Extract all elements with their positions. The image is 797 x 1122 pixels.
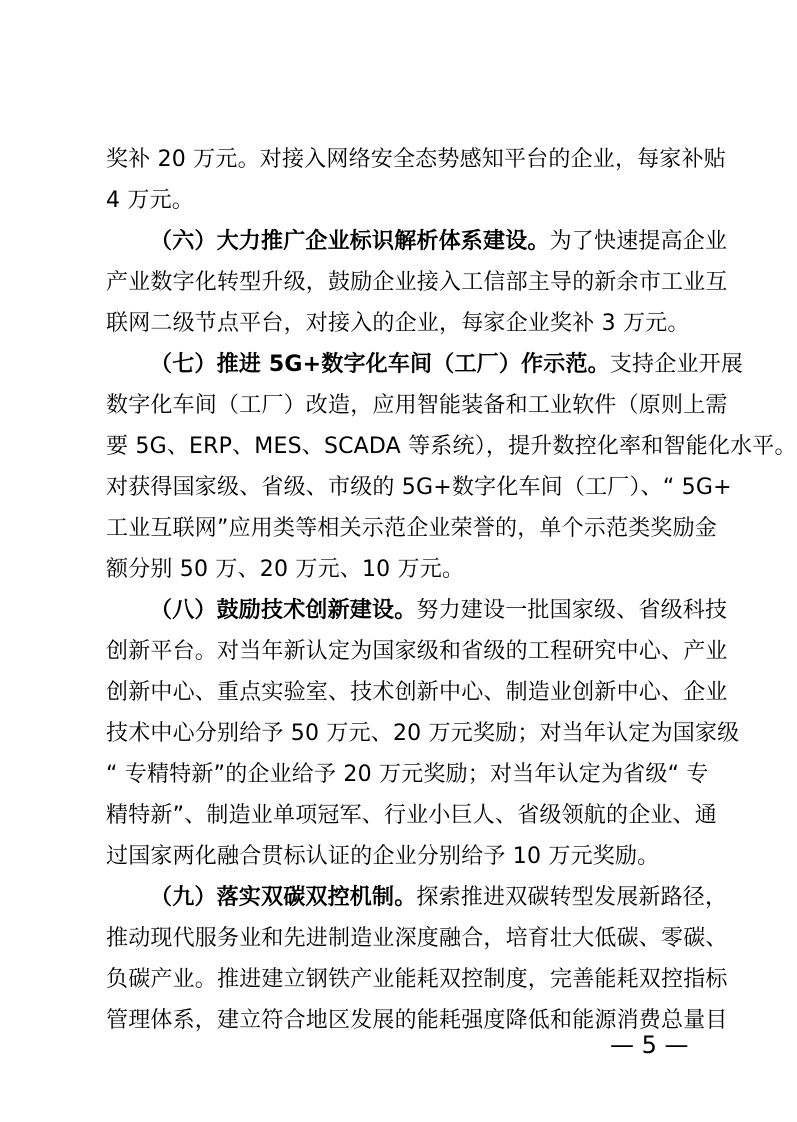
text-line: 数字化车间（工厂）改造，应用智能装备和工业软件（原则上需 — [106, 393, 728, 418]
text-line: 负碳产业。推进建立钢铁产业能耗双控制度，完善能耗双控指标 — [106, 967, 728, 992]
text-line: 推动现代服务业和先进制造业深度融合，培育壮大低碳、零碳、 — [106, 926, 728, 951]
text-line: 奖补 20 万元。对接入网络安全态势感知平台的企业，每家补贴 — [106, 147, 726, 172]
text-line: 创新平台。对当年新认定为国家级和省级的工程研究中心、产业 — [106, 639, 728, 664]
text-line: 对获得国家级、省级、市级的 5G+数字化车间（工厂）、“ 5G+ — [106, 475, 732, 500]
text-line: 工业互联网”应用类等相关示范企业荣誉的，单个示范类奖励金 — [106, 516, 717, 541]
section-heading: （九）落实双碳双控机制。 — [150, 885, 417, 910]
section-heading: （七）推进 5G+数字化车间（工厂）作示范。 — [150, 352, 610, 377]
text-line: 精特新”、制造业单项冠军、行业小巨人、省级领航的企业、通 — [106, 803, 717, 828]
text-line: 创新中心、重点实验室、技术创新中心、制造业创新中心、企业 — [106, 680, 728, 705]
text-line: 产业数字化转型升级，鼓励企业接入工信部主导的新余市工业互 — [106, 270, 728, 295]
section-heading-line — [150, 883, 728, 913]
section-heading-line — [150, 596, 728, 626]
text-line: 额分别 50 万、20 万元、10 万元。 — [106, 557, 465, 582]
section-text: 支持企业开展 — [609, 352, 744, 377]
text-line: “ 专精特新”的企业给予 20 万元奖励；对当年认定为省级“ 专 — [106, 762, 709, 787]
section-heading: （八）鼓励技术创新建设。 — [150, 598, 417, 623]
text-line: 过国家两化融合贯标认证的企业分别给予 10 万元奖励。 — [106, 844, 660, 869]
text-line: 管理体系，建立符合地区发展的能耗强度降低和能源消费总量目 — [106, 1008, 728, 1033]
section-heading-line — [150, 227, 728, 257]
text-line: 4 万元。 — [106, 188, 194, 213]
text-line: 联网二级节点平台，对接入的企业，每家企业奖补 3 万元。 — [106, 311, 690, 336]
section-heading: （六）大力推广企业标识解析体系建设。 — [150, 229, 550, 254]
text-line: 要 5G、ERP、MES、SCADA 等系统），提升数控化率和智能化水平。 — [106, 434, 797, 459]
section-heading-line — [150, 350, 744, 380]
page-number: — 5 — — [610, 1031, 689, 1059]
section-text: 探索推进双碳转型发展新路径， — [416, 885, 728, 910]
text-line: 技术中心分别给予 50 万元、20 万元奖励；对当年认定为国家级 — [106, 721, 740, 746]
section-text: 为了快速提高企业 — [549, 229, 728, 254]
section-text: 努力建设一批国家级、省级科技 — [416, 598, 728, 623]
